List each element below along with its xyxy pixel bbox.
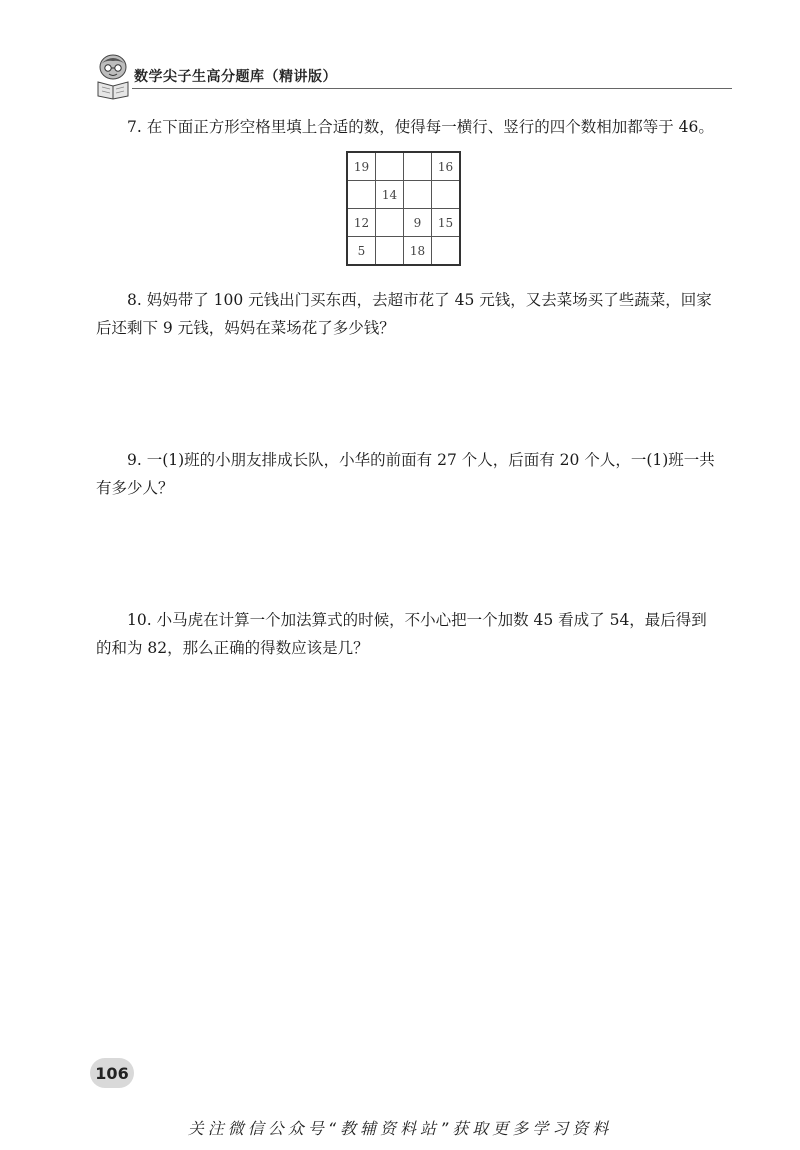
grid-cell[interactable] [432,237,461,266]
grid-row [347,209,460,237]
number-grid [346,151,461,266]
page-header [92,52,732,102]
grid-cell[interactable] [347,181,376,209]
grid-row [347,237,460,266]
grid-cell[interactable]: 19 [347,152,376,181]
grid-cell[interactable]: 16 [432,152,461,181]
grid-cell[interactable] [404,152,432,181]
question-8-text: 8. 妈妈带了 100 元钱出门买东西，去超市花了 45 元钱，又去菜场买了些蔬菜，回家后还剩下 9 元钱，妈妈在菜场花了多少钱？ [96,291,712,337]
grid-row [347,181,460,209]
grid-row [347,152,460,181]
question-8 [96,286,720,342]
grid-cell[interactable]: 15 [432,209,461,237]
grid-cell[interactable] [404,181,432,209]
question-10 [96,606,720,662]
question-10-text: 10. 小马虎在计算一个加法算式的时候，不小心把一个加数 45 看成了 54，最后得到的和为 82，那么正确的得数应该是几？ [96,611,707,657]
question-7-text: 7. 在下面正方形空格里填上合适的数，使得每一横行、竖行的四个数相加都等于 46。 [127,118,714,136]
grid-cell[interactable] [376,152,404,181]
grid-cell[interactable] [376,209,404,237]
mascot-reading-icon [92,52,134,100]
grid-cell[interactable]: 14 [376,181,404,209]
grid-cell[interactable]: 5 [347,237,376,266]
grid-cell[interactable]: 18 [404,237,432,266]
question-7 [96,113,720,141]
grid-cell[interactable] [432,181,461,209]
header-title: 数学尖子生高分题库（精讲版） [134,69,337,85]
footer-note: 关注微信公众号“教辅资料站”获取更多学习资料 [187,1119,613,1138]
grid-cell[interactable]: 12 [347,209,376,237]
grid-cell[interactable]: 9 [404,209,432,237]
page-number: 106 [90,1058,134,1088]
header-divider [132,88,732,89]
question-9 [96,446,720,502]
question-9-text: 9. 一(1)班的小朋友排成长队，小华的前面有 27 个人，后面有 20 个人，一(1)班一共有多少人？ [96,451,715,497]
grid-cell[interactable] [376,237,404,266]
